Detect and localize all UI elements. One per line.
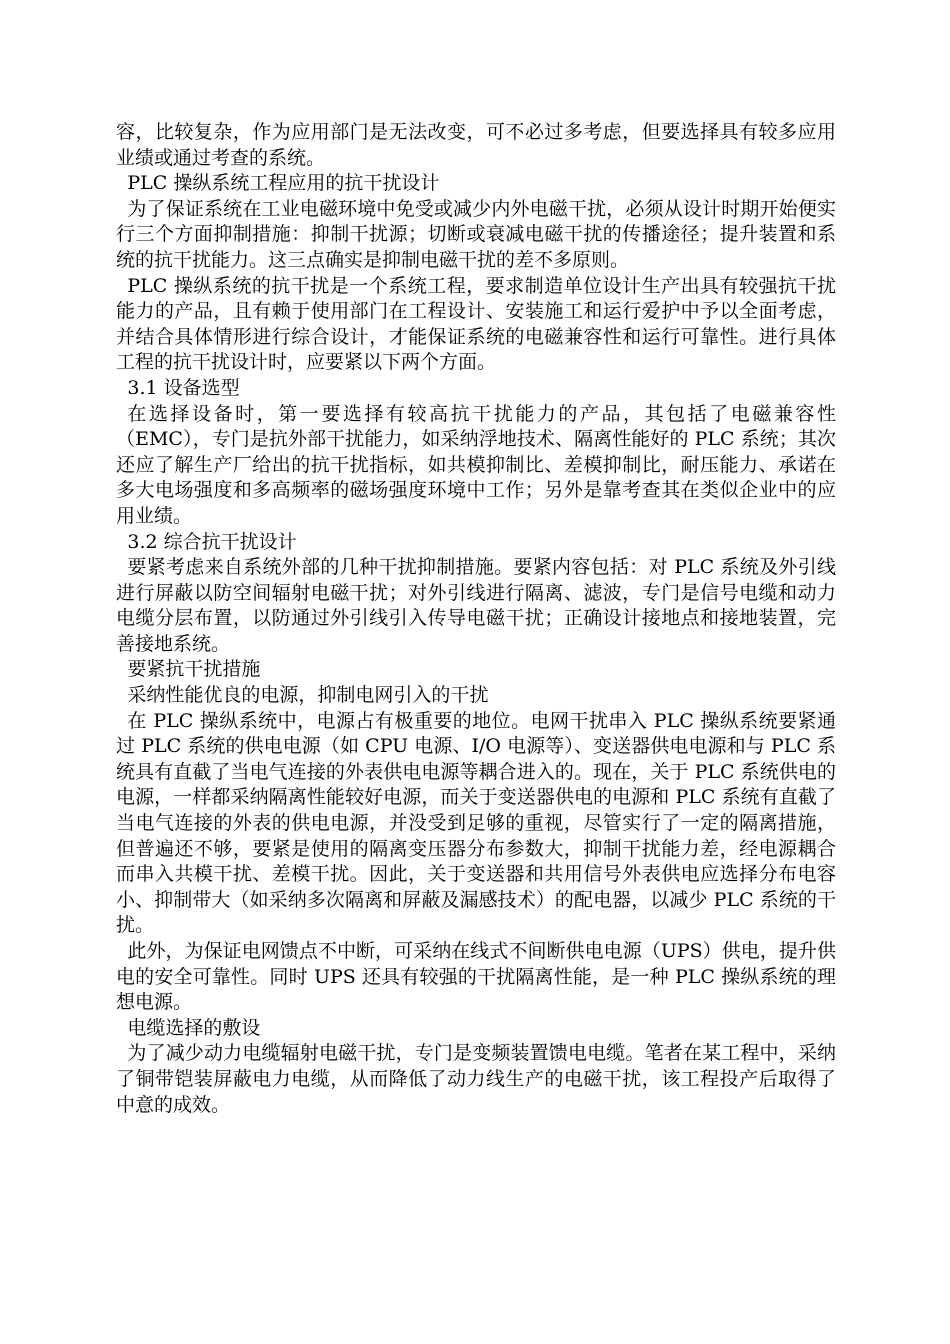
paragraph-continuation: 容，比较复杂，作为应用部门是无法改变，可不必过多考虑，但要选择具有较多应用业绩或通过考查的系统。 [116, 121, 836, 169]
section-heading-anti-interference: PLC 操纵系统工程应用的抗干扰设计 [127, 172, 440, 195]
section-heading-3-2: 3.2 综合抗干扰设计 [127, 530, 297, 553]
section-heading-main-measures: 要紧抗干扰措施 [127, 658, 261, 681]
section-heading-3-1: 3.1 设备选型 [127, 376, 240, 399]
subheading-power-supply: 采纳性能优良的电源，抑制电网引入的干扰 [127, 684, 489, 707]
subheading-cable: 电缆选择的敷设 [127, 1016, 261, 1039]
paragraph-cable: 为了减少动力电缆辐射电磁干扰，专门是变频装置馈电电缆。笔者在某工程中，采纳了铜带铠装屏蔽电力电缆，从而降低了动力线生产的电磁干扰，该工程投产后取得了中意的成效。 [116, 1042, 836, 1116]
paragraph-system-engineering: PLC 操纵系统的抗干扰是一个系统工程，要求制造单位设计生产出具有较强抗干扰能力的产品，且有赖于使用部门在工程设计、安装施工和运行爱护中予以全面考虑，并结合具体情形进行综合设计，才能保证系统的电磁兼容性和运行可靠性。进行具体工程的抗干扰设计时，应要紧以下两个方面。 [116, 274, 836, 374]
paragraph-comprehensive-design: 要紧考虑来自系统外部的几种干扰抑制措施。要紧内容包括：对 PLC 系统及外引线进行屏蔽以防空间辐射电磁干扰；对外引线进行隔离、滤波，专门是信号电缆和动力电缆分层布置，以防通过外引线引入传导电磁干扰；正确设计接地点和接地装置，完善接地系统。 [116, 556, 836, 655]
paragraph-power-supply: 在 PLC 操纵系统中，电源占有极重要的地位。电网干扰串入 PLC 操纵系统要紧通过 PLC 系统的供电电源（如 CPU 电源、I/O 电源等）、变送器供电电源和与 PLC 系统具有直截了当电气连接的外表供电电源等耦合进入的。现在，关于 PLC 系统供电的电源，一样都采纳隔离性能较好电源，而关于变送器供电的电源和 PLC 系统有直截了当电气连接的外表的供电电源，并没受到足够的重视，尽管实行了一定的隔离措施，但普遍还不够，要紧是使用的隔离变压器分布参数大，抑制干扰能力差，经电源耦合而串入共模干扰、差模干扰。因此，关于变送器和共用信号外表供电应选择分布电容小、抑制带大（如采纳多次隔离和屏蔽及漏感技术）的配电器，以减少 PLC 系统的干扰。 [116, 709, 836, 937]
paragraph-device-selection: 在选择设备时，第一要选择有较高抗干扰能力的产品，其包括了电磁兼容性（EMC），专门是抗外部干扰能力，如采纳浮地技术、隔离性能好的 PLC 系统；其次还应了解生产厂给出的抗干扰指标，如共模抑制比、差模抑制比，耐压能力、承诺在多大电场强度和多高频率的磁场强度环境中工作；另外是靠考查其在类似企业中的应用业绩。 [116, 402, 836, 527]
paragraph-ups: 此外，为保证电网馈点不中断，可采纳在线式不间断供电电源（UPS）供电，提升供电的安全可靠性。同时 UPS 还具有较强的干扰隔离性能，是一种 PLC 操纵系统的理想电源。 [116, 940, 836, 1014]
document-body [116, 120, 836, 1118]
paragraph-intro: 为了保证系统在工业电磁环境中免受或减少内外电磁干扰，必须从设计时期开始便实行三个方面抑制措施：抑制干扰源；切断或衰减电磁干扰的传播途径；提升装置和系统的抗干扰能力。这三点确实是抑制电磁干扰的差不多原则。 [116, 197, 836, 271]
